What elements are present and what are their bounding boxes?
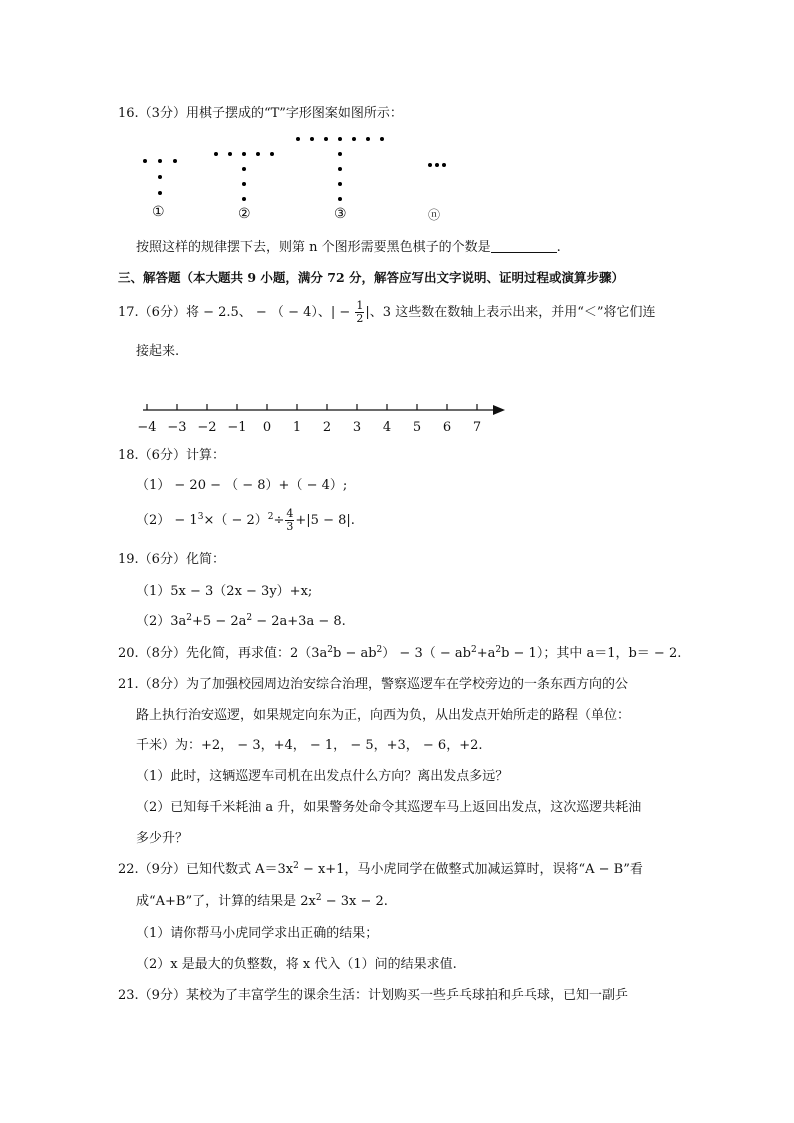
answer-blank[interactable] [491,240,557,253]
q19-p2-c: − 2a+3a − 8. [252,614,346,629]
q19-part2 [136,612,346,632]
chess-piece [158,191,162,195]
number-line-tick-label: −1 [227,420,247,435]
figure-label-1: ① [152,204,165,220]
q20-d: +a [476,646,496,661]
number-line-tick-label: 0 [262,420,272,435]
q22-l2-a: 成“A+B”了，计算的结果是 2x [136,894,316,909]
exponent: 2 [186,613,193,623]
chess-piece [338,182,342,186]
q23-line1: 23.（9分）某校为了丰富学生的课余生活：计划购买一些乒乓球拍和乒乓球，已知一副乒 [118,988,628,1003]
chess-piece [435,163,439,167]
figure-label-n: ⓝ [428,208,441,222]
q18-part2 [136,508,355,534]
number-line-tick-label: 7 [472,420,482,435]
chess-piece [242,182,246,186]
chess-piece [228,152,232,156]
chess-piece [214,152,218,156]
frac-numerator: 4 [286,507,294,520]
chess-piece [173,159,177,163]
q19-header: 19.（6分）化简： [118,552,225,567]
q19-part1: （1）5x − 3（2x − 3y）+x; [136,584,313,599]
frac-numerator: 1 [356,299,364,312]
exponent: 2 [376,645,383,655]
exponent: 2 [495,645,502,655]
exponent: 2 [315,893,322,903]
q22-l2-b: − 3x − 2. [321,894,388,909]
chess-piece [338,137,342,141]
q22-line2 [136,892,388,912]
q22-line1 [118,860,643,880]
q18-p2-b: ×（ − 2） [203,513,268,528]
section-3-heading: 三、解答题（本大题共 9 小题，满分 72 分，解答应写出文字说明、证明过程或演算步骤） [118,270,625,285]
chess-piece [442,163,446,167]
exponent: 2 [293,861,299,871]
q20-line [118,644,681,664]
number-line-tick-label: −3 [167,420,187,435]
q22-part1: （1）请你帮马小虎同学求出正确的结果； [136,926,379,941]
chess-piece [242,197,246,201]
q21-part2-line1: （2）已知每千米耗油 a 升，如果警务处命令其巡逻车马上返回出发点，这次巡逻共耗油 [136,800,642,815]
figure-label-2: ② [238,206,251,222]
q18-p2-d: +|5 − 8|. [295,513,355,528]
number-line-tick-label: 6 [442,420,452,435]
q22-part2: （2）x 是最大的负整数，将 x 代入（1）问的结果求值. [136,957,457,972]
chess-piece [296,137,300,141]
number-line-tick-label: 2 [322,420,332,435]
fraction-four-thirds [285,508,294,533]
q18-p2-c: ÷ [273,513,285,528]
number-line-tick-label: −2 [197,420,217,435]
chess-piece [338,152,342,156]
q20-e: b − 1）；其中 a＝1，b＝ − 2. [501,646,682,661]
q18-header: 18.（6分）计算： [118,448,225,463]
number-line-tick-label: 3 [352,420,362,435]
q21-part1: （1）此时，这辆巡逻车司机在出发点什么方向？离出发点多远？ [136,769,509,784]
exponent: 2 [470,645,477,655]
q17-pre: 17.（6分）将 − 2.5、 − （ − 4）、| − [118,305,355,320]
chess-piece [338,167,342,171]
q21-part2-line2: 多少升？ [136,831,189,846]
q20-a: 20.（8分）先化简，再求值：2（3a [118,646,328,661]
q21-line2: 路上执行治安巡逻，如果规定向东为正，向西为负，从出发点开始所走的路程（单位： [136,708,631,723]
exponent: 2 [327,645,333,655]
q16-end: . [556,240,561,255]
number-line-tick-label: 1 [292,420,302,435]
q17-line1 [118,300,655,326]
chess-piece [352,137,356,141]
exponent: 2 [246,613,253,623]
frac-denominator: 2 [356,312,364,325]
number-line-tick-label: −4 [137,420,157,435]
chess-piece [158,159,162,163]
chess-piece [242,152,246,156]
chess-piece [158,175,162,179]
figure-label-3: ③ [334,206,347,222]
number-line [135,398,515,448]
chess-piece [143,159,147,163]
q20-c: ） − 3（ − ab [382,646,471,661]
q18-p2-a: （2） − 1 [136,513,198,528]
fraction-half [355,300,364,325]
q19-p2-b: +5 − 2a [192,614,247,629]
q21-line3: 千米）为：+2， − 3，+4， − 1， − 5，+3， − 6，+2. [136,738,483,753]
q16-header: 16.（3分）用棋子摆成的“T”字形图案如图所示： [118,106,403,121]
number-line-tick-label: 4 [382,420,392,435]
chess-piece [324,137,328,141]
q21-line1: 21.（8分）为了加强校园周边治安综合治理，警察巡逻车在学校旁边的一条东西方向的公 [118,677,628,692]
q17-post: |、3 这些数在数轴上表示出来，并用“＜”将它们连 [365,305,656,320]
q16-text: 按照这样的规律摆下去，则第 n 个图形需要黑色棋子的个数是 [136,240,491,255]
chess-piece [338,197,342,201]
frac-denominator: 3 [286,520,294,533]
chess-piece [380,137,384,141]
chess-piece [310,137,314,141]
q17-line2: 接起来. [136,344,180,359]
q18-part1: （1） − 20 − （ − 8）+（ − 4）; [136,478,348,493]
chess-piece [256,152,260,156]
q22-l1-b: − x+1，马小虎同学在做整式加减运算时，误将“A − B”看 [298,862,643,877]
q16-sentence [136,238,561,258]
q20-b: b − ab [332,646,377,661]
exponent: 3 [197,512,204,522]
chess-piece [270,152,274,156]
number-line-tick-label: 5 [412,420,422,435]
chess-piece [242,167,246,171]
q19-p2-a: （2）3a [136,614,187,629]
q22-l1-a: 22.（9分）已知代数式 A＝3x [118,862,294,877]
chess-piece [366,137,370,141]
exponent: 2 [267,512,274,522]
chess-piece [428,163,432,167]
